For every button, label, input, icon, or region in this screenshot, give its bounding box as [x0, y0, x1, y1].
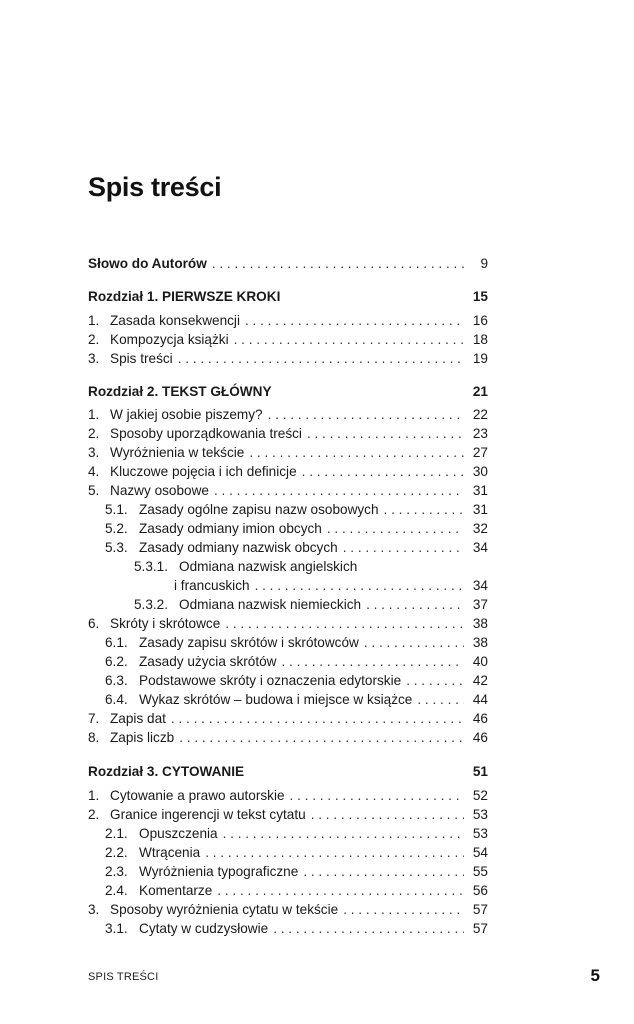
dot-leader	[417, 690, 464, 709]
entry-page-number: 54	[472, 845, 488, 860]
entry-page-number: 44	[472, 692, 488, 707]
dot-leader	[225, 614, 464, 633]
entry-number: 5.	[88, 483, 100, 498]
entry-title: Cytowanie a prawo autorskie	[110, 788, 285, 803]
dot-leader	[273, 919, 464, 938]
dot-leader	[205, 843, 464, 862]
dot-leader	[171, 709, 464, 728]
toc-entry	[105, 862, 488, 881]
toc-entry	[134, 576, 488, 595]
toc-entry	[105, 824, 488, 843]
entry-title: Zasady użycia skrótów	[139, 654, 277, 669]
entry-title: Zasady ogólne zapisu nazw osobowych	[139, 502, 379, 517]
entry-title: Zasady odmiany imion obcych	[139, 521, 322, 536]
entry-page-number: 53	[472, 807, 488, 822]
dot-leader	[290, 786, 464, 805]
entry-number: 1.	[88, 407, 100, 422]
entry-page-number: 30	[472, 464, 488, 479]
chapter-heading	[88, 762, 488, 781]
toc-entry	[134, 557, 488, 576]
entry-title: Sposoby uporządkowania treści	[110, 426, 302, 441]
dot-leader	[307, 424, 464, 443]
entry-number: 2.3.	[105, 864, 128, 879]
entry-title: Zasady zapisu skrótów i skrótowców	[139, 635, 359, 650]
entry-number: 3.	[88, 351, 100, 366]
entry-page-number: 32	[472, 521, 488, 536]
toc-entry	[88, 349, 488, 368]
entry-page-number: 9	[480, 256, 488, 271]
entry-title: i francuskich	[174, 578, 250, 593]
entry-page-number: 31	[472, 483, 488, 498]
entry-page-number: 42	[472, 673, 488, 688]
dot-leader	[406, 671, 464, 690]
entry-number: 2.	[88, 426, 100, 441]
toc-entry	[105, 633, 488, 652]
entry-number: 6.2.	[105, 654, 128, 669]
dot-leader	[249, 443, 464, 462]
dot-leader	[364, 633, 464, 652]
toc-entry	[88, 786, 488, 805]
chapter-heading	[88, 287, 488, 306]
entry-page-number: 53	[472, 826, 488, 841]
entry-page-number: 31	[472, 502, 488, 517]
entry-number: 2.	[88, 807, 100, 822]
page-title: Spis treści	[88, 172, 222, 202]
entry-title: Zapis liczb	[110, 730, 175, 745]
dot-leader	[212, 254, 464, 273]
entry-number: 3.	[88, 445, 100, 460]
dot-leader	[255, 576, 464, 595]
entry-number: 6.3.	[105, 673, 128, 688]
entry-page-number: 38	[472, 616, 488, 631]
entry-title: Kluczowe pojęcia i ich definicje	[110, 464, 297, 479]
entry-number: 2.4.	[105, 883, 128, 898]
toc-entry	[105, 671, 488, 690]
running-head: SPIS TREŚCI	[88, 971, 159, 983]
toc-entry	[105, 881, 488, 900]
page-number: 5	[590, 966, 600, 985]
dot-leader	[327, 519, 464, 538]
entry-title: Odmiana nazwisk niemieckich	[179, 597, 362, 612]
toc-entry	[88, 709, 488, 728]
toc-entry	[88, 311, 488, 330]
toc-entry	[105, 919, 488, 938]
entry-title: Wykaz skrótów – budowa i miejsce w książce	[139, 692, 413, 707]
toc-entry	[88, 728, 488, 747]
entry-title: Podstawowe skróty i oznaczenia edytorskie	[139, 673, 402, 688]
entry-number: 3.	[88, 902, 100, 917]
entry-title: Opuszczenia	[139, 826, 218, 841]
dot-leader	[311, 805, 464, 824]
entry-number: 5.1.	[105, 502, 128, 517]
chapter-title: Rozdział 2. TEKST GŁÓWNY	[88, 384, 272, 399]
entry-number: 8.	[88, 730, 100, 745]
entry-number: 5.2.	[105, 521, 128, 536]
entry-title: Wtrącenia	[139, 845, 201, 860]
dot-leader	[268, 405, 464, 424]
entry-title: Zasada konsekwencji	[110, 313, 240, 328]
entry-title: Odmiana nazwisk angielskich	[179, 559, 358, 574]
toc-entry	[105, 652, 488, 671]
entry-number: 6.	[88, 616, 100, 631]
entry-title: Zasady odmiany nazwisk obcych	[139, 540, 338, 555]
entry-page-number: 23	[472, 426, 488, 441]
entry-page-number: 37	[472, 597, 488, 612]
entry-number: 6.1.	[105, 635, 128, 650]
entry-page-number: 52	[472, 788, 488, 803]
dot-leader	[303, 862, 464, 881]
entry-page-number: 40	[472, 654, 488, 669]
toc-entry	[134, 595, 488, 614]
toc-entry	[105, 519, 488, 538]
entry-page-number: 19	[472, 351, 488, 366]
toc-entry	[88, 254, 488, 273]
entry-title: Sposoby wyróżnienia cytatu w tekście	[110, 902, 339, 917]
entry-title: Wyróżnienia typograficzne	[139, 864, 299, 879]
entry-number: 5.3.1.	[134, 559, 169, 574]
dot-leader	[384, 500, 464, 519]
entry-page-number: 38	[472, 635, 488, 650]
toc-entry	[88, 805, 488, 824]
entry-title: Kompozycja książki	[110, 332, 229, 347]
entry-number: 7.	[88, 711, 100, 726]
dot-leader	[302, 462, 464, 481]
entry-title: Zapis dat	[110, 711, 166, 726]
toc-entry	[88, 614, 488, 633]
dot-leader	[343, 900, 464, 919]
entry-title: Nazwy osobowe	[110, 483, 209, 498]
dot-leader	[343, 538, 464, 557]
entry-page-number: 46	[472, 711, 488, 726]
entry-page-number: 55	[472, 864, 488, 879]
entry-page-number: 34	[472, 540, 488, 555]
toc-entry	[105, 690, 488, 709]
entry-title: W jakiej osobie piszemy?	[110, 407, 263, 422]
entry-number: 4.	[88, 464, 100, 479]
dot-leader	[245, 311, 464, 330]
dot-leader	[223, 824, 464, 843]
chapter-page-number: 21	[472, 384, 488, 399]
toc-entry	[88, 462, 488, 481]
entry-number: 1.	[88, 313, 100, 328]
toc-entry	[88, 330, 488, 349]
toc-entry	[105, 538, 488, 557]
chapter-title: Rozdział 3. CYTOWANIE	[88, 764, 245, 779]
entry-title: Wyróżnienia w tekście	[110, 445, 245, 460]
entry-page-number: 16	[472, 313, 488, 328]
chapter-page-number: 51	[472, 764, 488, 779]
entry-page-number: 57	[472, 902, 488, 917]
entry-page-number: 46	[472, 730, 488, 745]
toc-entry	[88, 900, 488, 919]
entry-number: 5.3.2.	[134, 597, 169, 612]
toc-entry	[88, 424, 488, 443]
dot-leader	[179, 728, 464, 747]
chapter-page-number: 15	[472, 289, 488, 304]
chapter-heading	[88, 382, 488, 401]
toc-entry	[88, 481, 488, 500]
entry-page-number: 57	[472, 921, 488, 936]
dot-leader	[282, 652, 465, 671]
entry-title: Skróty i skrótowce	[110, 616, 221, 631]
entry-page-number: 18	[472, 332, 488, 347]
entry-number: 6.4.	[105, 692, 128, 707]
entry-title: Słowo do Autorów	[88, 256, 207, 271]
entry-number: 2.1.	[105, 826, 128, 841]
entry-number: 5.3.	[105, 540, 128, 555]
entry-title: Cytaty w cudzysłowie	[139, 921, 269, 936]
entry-title: Komentarze	[139, 883, 213, 898]
toc-entry	[88, 405, 488, 424]
entry-title: Granice ingerencji w tekst cytatu	[110, 807, 306, 822]
entry-page-number: 56	[472, 883, 488, 898]
entry-number: 2.	[88, 332, 100, 347]
dot-leader	[234, 330, 464, 349]
dot-leader	[217, 881, 464, 900]
entry-page-number: 27	[472, 445, 488, 460]
entry-number: 3.1.	[105, 921, 128, 936]
entry-number: 1.	[88, 788, 100, 803]
entry-number: 2.2.	[105, 845, 128, 860]
dot-leader	[366, 595, 464, 614]
entry-title: Spis treści	[110, 351, 173, 366]
entry-page-number: 34	[472, 578, 488, 593]
toc-entry	[88, 443, 488, 462]
entry-page-number: 22	[472, 407, 488, 422]
chapter-title: Rozdział 1. PIERWSZE KROKI	[88, 289, 281, 304]
dot-leader	[178, 349, 464, 368]
toc-entry	[105, 500, 488, 519]
toc-entry	[105, 843, 488, 862]
dot-leader	[214, 481, 464, 500]
